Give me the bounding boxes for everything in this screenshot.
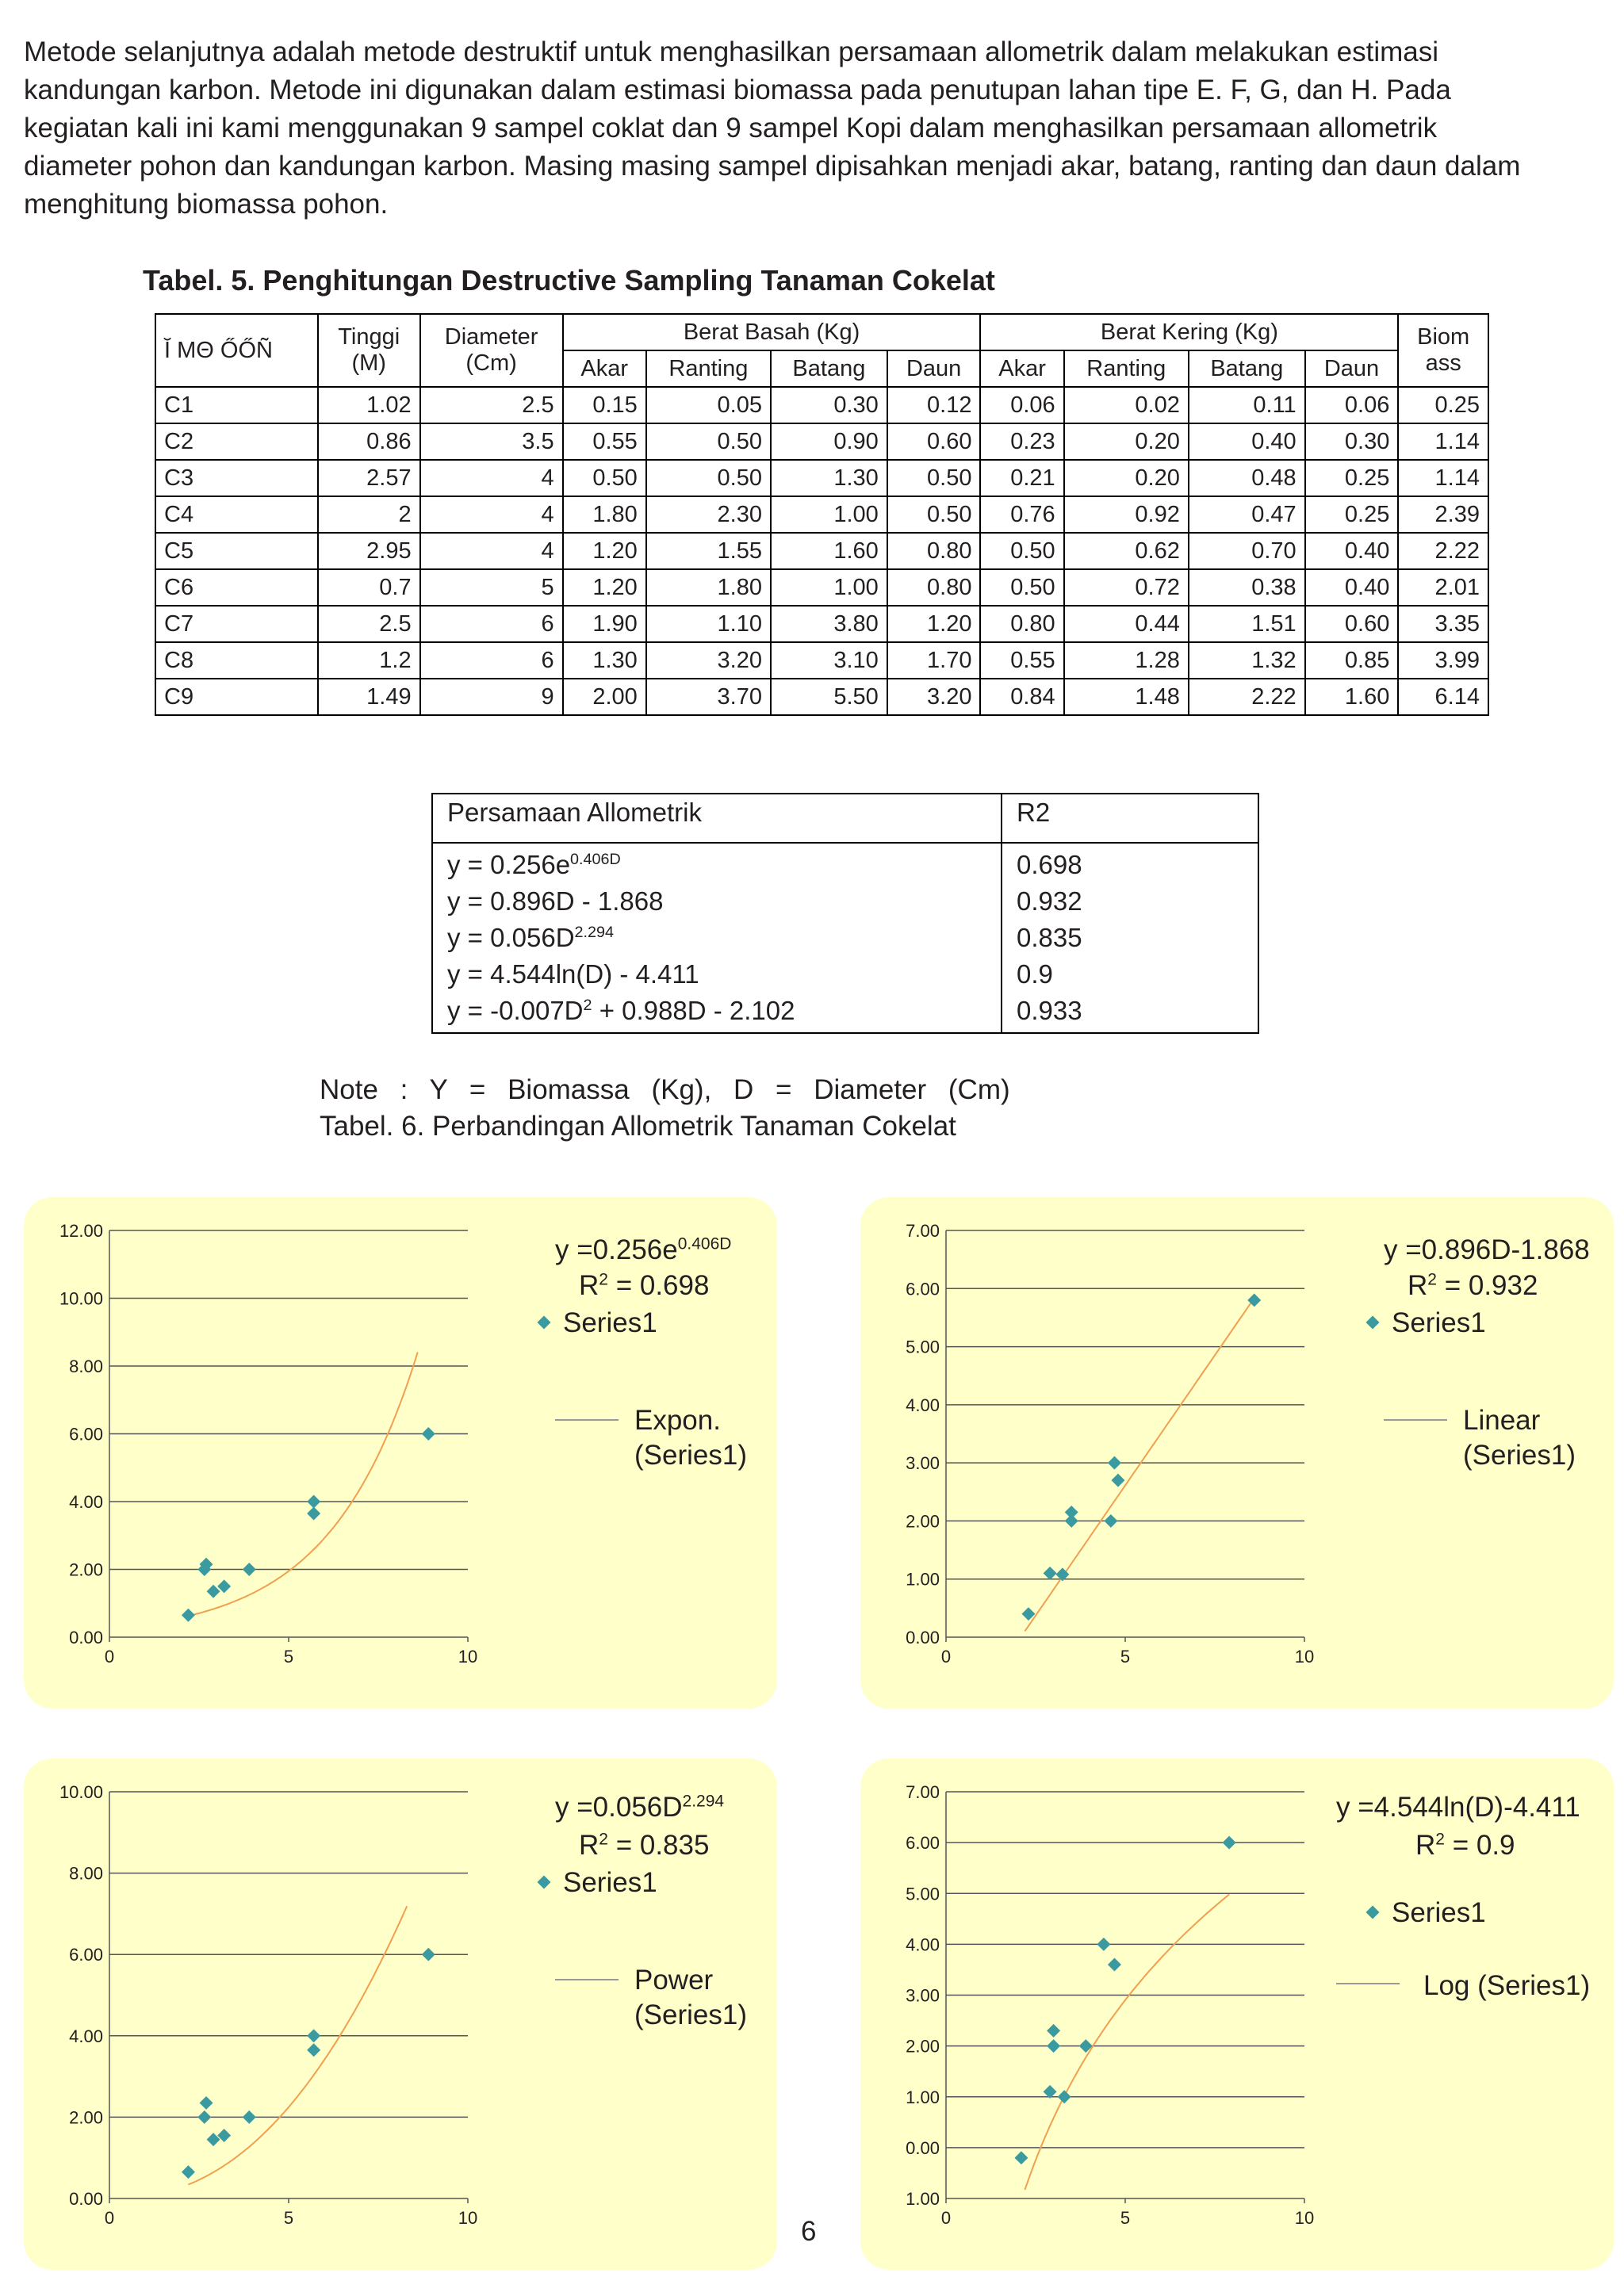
table-cell: 0.90 [771, 423, 887, 460]
equation-line: $y = 0.056D^{2.294}$ [447, 923, 615, 952]
table-cell: 2.00 [563, 679, 646, 715]
table-cell: 1.80 [563, 496, 646, 533]
table-cell: 0.23 [980, 423, 1063, 460]
data-point [1044, 1567, 1057, 1580]
table-cell: 0.80 [887, 533, 981, 569]
y-tick-label: 1.00 [906, 2189, 940, 2209]
table-cell: 1.80 [646, 569, 771, 606]
y-tick-label: 12.00 [59, 1221, 103, 1241]
table-cell: 0.50 [980, 569, 1063, 606]
chart-linear [860, 1197, 1614, 1709]
chart-log [860, 1758, 1614, 2270]
data-point [1111, 1474, 1124, 1487]
table-cell: 0.60 [887, 423, 981, 460]
table-row [155, 679, 1488, 715]
data-point [1223, 1836, 1236, 1850]
y-tick-label: 2.00 [69, 1559, 103, 1580]
table6 [431, 793, 1259, 1034]
x-tick-label: 0 [940, 2208, 952, 2228]
legend-line-icon [555, 1979, 619, 1980]
table-cell: 0.86 [318, 423, 420, 460]
y-tick-label: 4.00 [69, 1492, 103, 1512]
table-cell: 3.35 [1398, 606, 1488, 642]
table-cell: 1.51 [1189, 606, 1305, 642]
x-tick-label: 10 [458, 1647, 478, 1667]
subheader-cell: Daun [1305, 350, 1399, 387]
table-cell: 0.05 [646, 387, 771, 423]
y-tick-label: 2.00 [906, 2036, 940, 2057]
x-tick-label: 5 [1120, 1647, 1131, 1667]
chart-power [24, 1758, 777, 2270]
header-tinggi: Tinggi (M) [318, 314, 420, 387]
chart-exponential [24, 1197, 777, 1709]
table-cell: 0.55 [980, 642, 1063, 679]
table-cell: 0.60 [1305, 606, 1399, 642]
header-berat-kering: Berat Kering (Kg) [980, 314, 1398, 350]
r2-value: 0.835 [1017, 923, 1082, 952]
header-diameter: Diameter (Cm) [420, 314, 563, 387]
table-cell: 0.76 [980, 496, 1063, 533]
x-tick-label: 10 [1294, 2208, 1315, 2228]
table-cell: 1.10 [646, 606, 771, 642]
table-cell: 0.06 [1305, 387, 1399, 423]
y-tick-label: 3.00 [906, 1985, 940, 2006]
legend-fit: Linear (Series1) [1463, 1405, 1576, 1471]
intro-paragraph [24, 33, 1602, 224]
y-tick-label: 8.00 [69, 1357, 103, 1376]
table-cell: 4 [420, 460, 563, 496]
table-cell: 1.60 [771, 533, 887, 569]
paragraph-line: diameter pohon dan kandungan karbon. Masing masing sampel dipisahkan menjadi akar, batang, ranting dan daun dalam [24, 151, 1521, 182]
data-point [1058, 2090, 1071, 2103]
table-cell: 0.44 [1064, 606, 1189, 642]
table6-caption: Tabel. 6. Perbandingan Allometrik Tanaman Cokelat [320, 1111, 956, 1142]
table-cell: 0.11 [1189, 387, 1305, 423]
x-tick-label: 5 [283, 1647, 294, 1667]
legend-line-icon [555, 1419, 619, 1421]
table6-header-equation: Persamaan Allometrik [432, 794, 1002, 843]
legend-series: Series1 [563, 1867, 657, 1898]
r2-value: 0.933 [1017, 996, 1082, 1025]
subheader-cell: Ranting [1064, 350, 1189, 387]
legend-equation: y =0.896D-1.868 [1384, 1234, 1590, 1265]
table-row [155, 496, 1488, 533]
table-cell: 1.14 [1398, 460, 1488, 496]
legend-series: Series1 [1392, 1897, 1486, 1928]
table-cell: 1.00 [771, 496, 887, 533]
y-tick-label: 5.00 [906, 1337, 940, 1357]
data-point [307, 1495, 320, 1509]
x-tick-label: 0 [940, 1647, 952, 1667]
table-cell: 0.92 [1064, 496, 1189, 533]
y-tick-label: 6.00 [69, 1424, 103, 1445]
y-tick-label: 0.00 [69, 2189, 103, 2209]
y-tick-label: 0.00 [69, 1628, 103, 1647]
table-cell: 5.50 [771, 679, 887, 715]
table-cell: 1.49 [318, 679, 420, 715]
y-tick-label: 10.00 [59, 1288, 103, 1309]
page-number: 6 [801, 2216, 817, 2247]
table-cell: C9 [155, 679, 318, 715]
trendline [188, 1906, 407, 2184]
table-cell: C5 [155, 533, 318, 569]
table-cell: 2.22 [1189, 679, 1305, 715]
table-cell: 6.14 [1398, 679, 1488, 715]
header-berat-basah: Berat Basah (Kg) [563, 314, 981, 350]
table-cell: 0.62 [1064, 533, 1189, 569]
y-tick-label: 6.00 [906, 1279, 940, 1299]
paragraph-line: Metode selanjutnya adalah metode destruktif untuk menghasilkan persamaan allometrik dalam melakukan estimasi [24, 36, 1439, 67]
data-point [182, 2165, 195, 2179]
trendline [1025, 1298, 1254, 1631]
table-cell: 4 [420, 496, 563, 533]
x-tick-label: 5 [283, 2208, 294, 2228]
data-point [243, 2110, 256, 2124]
table-cell: 1.32 [1189, 642, 1305, 679]
data-point [307, 1506, 320, 1520]
y-tick-label: 0.00 [906, 2137, 940, 2158]
table-row [155, 423, 1488, 460]
header-biomass: Biom ass [1398, 314, 1488, 387]
table-cell: 0.40 [1189, 423, 1305, 460]
r2-value: 0.932 [1017, 886, 1082, 916]
table6-equations [432, 843, 1002, 1033]
data-point [1108, 1456, 1121, 1470]
table-cell: 1.02 [318, 387, 420, 423]
table-cell: 0.50 [646, 423, 771, 460]
table-cell: 3.20 [646, 642, 771, 679]
y-tick-label: 4.00 [906, 1395, 940, 1415]
data-point [243, 1563, 256, 1576]
table-cell: 1.20 [887, 606, 981, 642]
table-cell: C1 [155, 387, 318, 423]
table-cell: C6 [155, 569, 318, 606]
table-cell: 0.50 [887, 460, 981, 496]
legend-equation: $y =0.256e^{0.406D}$ [555, 1234, 732, 1265]
table-cell: 0.40 [1305, 533, 1399, 569]
table6-header-r2: R2 [1002, 794, 1258, 843]
table6-note [320, 1072, 1010, 1145]
legend-series: Series1 [1392, 1307, 1486, 1338]
data-point [422, 1948, 435, 1961]
table5 [155, 313, 1489, 716]
table-cell: 2.95 [318, 533, 420, 569]
table-cell: 0.38 [1189, 569, 1305, 606]
table-cell: 2.5 [318, 606, 420, 642]
table-cell: 1.48 [1064, 679, 1189, 715]
equation-line: y = 4.544ln(D) - 4.411 [447, 959, 699, 989]
table-cell: 0.20 [1064, 460, 1189, 496]
table-cell: 0.25 [1398, 387, 1488, 423]
table-cell: 0.25 [1305, 496, 1399, 533]
y-tick-label: 8.00 [69, 1863, 103, 1884]
y-tick-label: 5.00 [906, 1884, 940, 1904]
legend-r2: $R^2 = 0.698$ [579, 1270, 710, 1301]
table-cell: 0.84 [980, 679, 1063, 715]
table-row [155, 569, 1488, 606]
table-cell: 3.70 [646, 679, 771, 715]
table6-r2-values [1002, 843, 1258, 1033]
table-cell: 5 [420, 569, 563, 606]
legend-r2: $R^2 = 0.932$ [1408, 1270, 1538, 1301]
legend-equation: $y =0.056D^{2.294}$ [555, 1792, 725, 1823]
table-cell: C2 [155, 423, 318, 460]
table-cell: 2.39 [1398, 496, 1488, 533]
r2-value: 0.698 [1017, 850, 1082, 879]
table-cell: 0.40 [1305, 569, 1399, 606]
data-point [307, 2029, 320, 2042]
trendline [188, 1353, 417, 1617]
paragraph-line: kandungan karbon. Metode ini digunakan dalam estimasi biomassa pada penutupan lahan tipe E. F, G, dan H. Pada [24, 75, 1451, 105]
table-row [155, 642, 1488, 679]
table-cell: 9 [420, 679, 563, 715]
table-cell: 0.7 [318, 569, 420, 606]
y-tick-label: 1.00 [906, 2087, 940, 2107]
data-point [197, 2110, 211, 2124]
table-cell: 0.30 [1305, 423, 1399, 460]
table-cell: 3.99 [1398, 642, 1488, 679]
table-cell: 1.00 [771, 569, 887, 606]
legend-fit: Log (Series1) [1423, 1970, 1591, 2001]
legend-equation: y =4.544ln(D)-4.411 [1336, 1792, 1580, 1823]
table-row [155, 606, 1488, 642]
table-cell: 0.50 [646, 460, 771, 496]
table-cell: 0.12 [887, 387, 981, 423]
data-point [307, 2043, 320, 2057]
y-tick-label: 6.00 [69, 1945, 103, 1965]
subheader-cell: Batang [1189, 350, 1305, 387]
legend-r2: $R^2 = 0.9$ [1415, 1830, 1515, 1861]
table-cell: 1.2 [318, 642, 420, 679]
table-cell: 0.50 [563, 460, 646, 496]
equation-line: $y = -0.007D^2 + 0.988D - 2.102$ [447, 996, 795, 1025]
y-tick-label: 7.00 [906, 1221, 940, 1241]
table-cell: 2.57 [318, 460, 420, 496]
table-cell: 2.22 [1398, 533, 1488, 569]
table-cell: 1.90 [563, 606, 646, 642]
table-cell: 1.55 [646, 533, 771, 569]
y-tick-label: 2.00 [69, 2107, 103, 2128]
table-cell: 3.20 [887, 679, 981, 715]
table-cell: 4 [420, 533, 563, 569]
legend-line-icon [1336, 1983, 1400, 1984]
table5-title: Tabel. 5. Penghitungan Destructive Sampling Tanaman Cokelat [143, 264, 995, 297]
subheader-cell: Ranting [646, 350, 771, 387]
y-tick-label: 4.00 [906, 1934, 940, 1955]
table-cell: 6 [420, 606, 563, 642]
table-cell: 1.30 [771, 460, 887, 496]
legend-fit: Expon. (Series1) [634, 1405, 747, 1471]
table-cell: 1.14 [1398, 423, 1488, 460]
paragraph-line: menghitung biomassa pohon. [24, 189, 389, 220]
table-cell: 0.21 [980, 460, 1063, 496]
table-cell: 3.5 [420, 423, 563, 460]
table-cell: 0.48 [1189, 460, 1305, 496]
data-point [1065, 1514, 1078, 1528]
y-tick-label: 3.00 [906, 1453, 940, 1474]
header-name: Ĭ ΜΘ ŐŐÑ [155, 314, 318, 387]
table-cell: 1.30 [563, 642, 646, 679]
paragraph-line: kegiatan kali ini kami menggunakan 9 sampel coklat dan 9 sampel Kopi dalam menghasilkan persamaan allometrik [24, 113, 1438, 144]
y-tick-label: 6.00 [906, 1833, 940, 1854]
table-cell: 0.30 [771, 387, 887, 423]
legend-r2: $R^2 = 0.835$ [579, 1830, 710, 1861]
table-cell: 0.15 [563, 387, 646, 423]
table-cell: 0.85 [1305, 642, 1399, 679]
subheader-cell: Akar [563, 350, 646, 387]
table-cell: 0.70 [1189, 533, 1305, 569]
y-tick-label: 4.00 [69, 2026, 103, 2046]
x-tick-label: 5 [1120, 2208, 1131, 2228]
table-cell: 2 [318, 496, 420, 533]
table-cell: C4 [155, 496, 318, 533]
y-tick-label: 0.00 [906, 1628, 940, 1647]
data-point [200, 2096, 213, 2110]
subheader-cell: Akar [980, 350, 1063, 387]
data-point [1047, 2039, 1060, 2053]
data-point [1108, 1958, 1121, 1972]
x-tick-label: 0 [104, 1647, 115, 1667]
data-point [1014, 2151, 1028, 2164]
table-cell: 1.20 [563, 533, 646, 569]
table-cell: 2.30 [646, 496, 771, 533]
table-cell: C8 [155, 642, 318, 679]
x-tick-label: 10 [1294, 1647, 1315, 1667]
table-cell: 6 [420, 642, 563, 679]
subheader-cell: Batang [771, 350, 887, 387]
equation-line: y = 0.896D - 1.868 [447, 886, 664, 916]
x-tick-label: 0 [104, 2208, 115, 2228]
table-cell: 0.50 [980, 533, 1063, 569]
table-cell: 2.5 [420, 387, 563, 423]
y-tick-label: 2.00 [906, 1511, 940, 1532]
table-cell: 1.20 [563, 569, 646, 606]
x-tick-label: 10 [458, 2208, 478, 2228]
table-cell: 1.70 [887, 642, 981, 679]
legend-fit: Power (Series1) [634, 1965, 747, 2030]
r2-value: 0.9 [1017, 959, 1053, 989]
table-cell: 0.47 [1189, 496, 1305, 533]
table-cell: 0.20 [1064, 423, 1189, 460]
note-text: Note : Y = Biomassa (Kg), D = Diameter (Cm) [320, 1074, 1010, 1105]
table-cell: 3.80 [771, 606, 887, 642]
legend-line-icon [1384, 1419, 1447, 1421]
table-row [155, 533, 1488, 569]
equation-line: $y = 0.256e^{0.406D}$ [447, 850, 621, 879]
table-row [155, 460, 1488, 496]
table-cell: 0.50 [887, 496, 981, 533]
y-tick-label: 10.00 [59, 1782, 103, 1802]
data-point [1097, 1938, 1110, 1951]
y-tick-label: 1.00 [906, 1569, 940, 1590]
data-point [182, 1609, 195, 1622]
data-point [1104, 1514, 1117, 1528]
table-cell: 0.25 [1305, 460, 1399, 496]
table-cell: 0.55 [563, 423, 646, 460]
table-cell: 1.28 [1064, 642, 1189, 679]
table-cell: 0.02 [1064, 387, 1189, 423]
y-tick-label: 7.00 [906, 1782, 940, 1802]
table-cell: 3.10 [771, 642, 887, 679]
table-row [155, 387, 1488, 423]
table-cell: C7 [155, 606, 318, 642]
data-point [422, 1427, 435, 1441]
table-cell: 2.01 [1398, 569, 1488, 606]
table-cell: 0.06 [980, 387, 1063, 423]
table-cell: 0.72 [1064, 569, 1189, 606]
table-cell: 0.80 [980, 606, 1063, 642]
table-cell: 0.80 [887, 569, 981, 606]
legend-series: Series1 [563, 1307, 657, 1338]
table-cell: 1.60 [1305, 679, 1399, 715]
data-point [1047, 2024, 1060, 2038]
table-cell: C3 [155, 460, 318, 496]
subheader-cell: Daun [887, 350, 981, 387]
